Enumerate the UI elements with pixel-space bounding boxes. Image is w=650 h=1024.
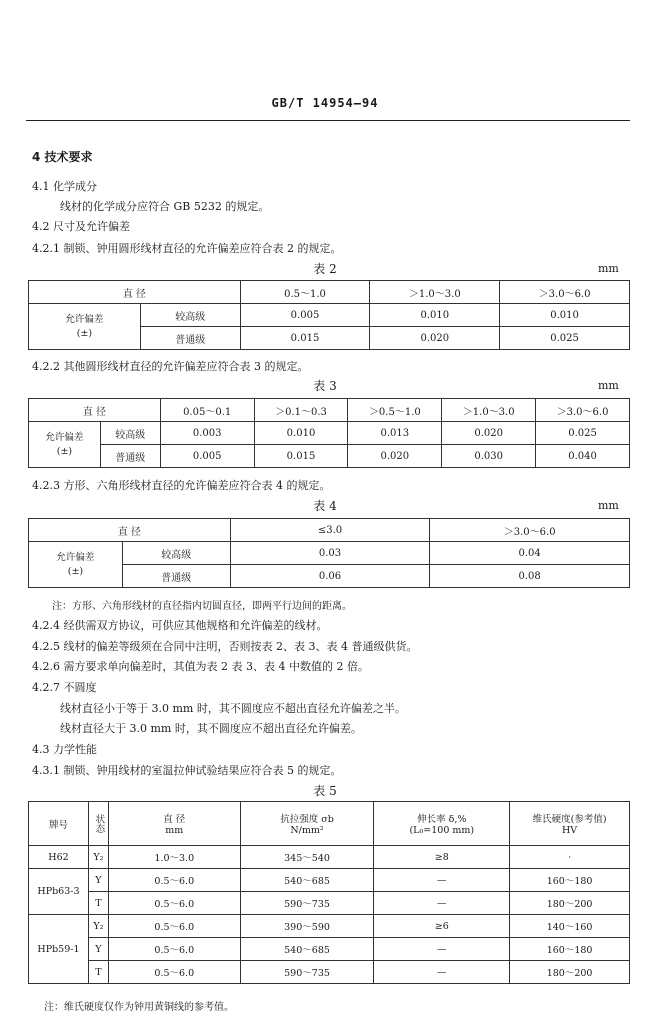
- section-4-2-4-text: 4.2.4 经供需双方协议，可供应其他规格和允许偏差的线材。: [32, 619, 328, 632]
- table4-pm-text: (±): [67, 565, 84, 577]
- table5-note: 注：维氏硬度仅作为钟用黄铜线的参考值。: [44, 1002, 234, 1013]
- table5-header-diameter-label: 直 径: [163, 814, 186, 825]
- table-row: [29, 961, 630, 984]
- table-row: [29, 281, 630, 304]
- table4-caption: 表 4: [313, 499, 337, 513]
- table2-header-diameter: 直 径: [29, 281, 241, 304]
- table3-range-4: ＞3.0～6.0: [536, 399, 630, 422]
- table3-tolerance-label: [29, 422, 101, 468]
- table-cell: 0.5～6.0: [108, 869, 240, 892]
- table-row: [29, 938, 630, 961]
- table2-range-2: ＞3.0～6.0: [500, 281, 630, 304]
- table-cell: 0.010: [500, 304, 630, 327]
- table-cell: 160～180: [510, 938, 630, 961]
- table4-tolerance-text: 允许偏差: [56, 551, 95, 563]
- table5-header-elongation-unit: (L₀=100 mm): [409, 825, 475, 836]
- table5-grade: H62: [29, 846, 89, 869]
- table-cell: 0.08: [430, 565, 630, 588]
- table-cell: 180～200: [510, 892, 630, 915]
- table-cell: ≥6: [374, 915, 510, 938]
- table3-range-1: ＞0.1～0.3: [254, 399, 348, 422]
- table3-caption: 表 3: [313, 379, 337, 393]
- table-row: [29, 304, 630, 327]
- table-row: [29, 445, 630, 468]
- table5-header-grade: 牌号: [29, 802, 89, 846]
- table4-note: 注：方形、六角形线材的直径指内切圆直径，即两平行边间的距离。: [52, 601, 352, 612]
- table5-state: Y₂: [88, 846, 108, 869]
- section-4-2-1-text: 4.2.1 制锁、钟用圆形线材直径的允许偏差应符合表 2 的规定。: [32, 242, 342, 255]
- section-4-1-text: 线材的化学成分应符合 GB 5232 的规定。: [60, 200, 270, 213]
- section-4-2-5-text: 4.2.5 线材的偏差等级须在合同中注明，否则按表 2、表 3、表 4 普通级供货。: [32, 640, 418, 653]
- table-cell: 0.040: [536, 445, 630, 468]
- table-cell: ·: [510, 846, 630, 869]
- table5-header-hardness: [510, 802, 630, 846]
- table5-header-diameter: [108, 802, 240, 846]
- table5-grade: HPb59-1: [29, 915, 89, 984]
- section-4-1-heading: 4.1 化学成分: [32, 180, 97, 193]
- table2-caption: 表 2: [313, 262, 337, 276]
- table2-grade-1: 普通级: [140, 327, 240, 350]
- table4-header-diameter: 直 径: [29, 519, 231, 542]
- table2-range-0: 0.5～1.0: [240, 281, 370, 304]
- table2-grade-0: 较高级: [140, 304, 240, 327]
- section-4-2-6-text: 4.2.6 需方要求单向偏差时，其值为表 2 表 3、表 4 中数值的 2 倍。: [32, 660, 369, 673]
- table5-state: T: [88, 961, 108, 984]
- table5-header-tensile: [240, 802, 374, 846]
- table-cell: 180～200: [510, 961, 630, 984]
- table2-range-1: ＞1.0～3.0: [370, 281, 500, 304]
- section-4-3-1-text: 4.3.1 制锁、钟用线材的室温拉伸试验结果应符合表 5 的规定。: [32, 764, 342, 777]
- table4: [28, 518, 630, 588]
- table-row: [29, 519, 630, 542]
- table-cell: 0.025: [536, 422, 630, 445]
- table-cell: 0.013: [348, 422, 442, 445]
- page-header: GB/T 14954—94: [271, 96, 379, 110]
- table-row: [29, 422, 630, 445]
- table-cell: 0.010: [370, 304, 500, 327]
- table-cell: 0.030: [442, 445, 536, 468]
- table-row: [29, 542, 630, 565]
- table-cell: 0.04: [430, 542, 630, 565]
- table-cell: 0.5～6.0: [108, 961, 240, 984]
- table-row: [29, 892, 630, 915]
- table-cell: 0.005: [160, 445, 254, 468]
- table-cell: 0.015: [240, 327, 370, 350]
- table5-header-tensile-unit: N/mm²: [290, 825, 324, 836]
- table-cell: —: [374, 892, 510, 915]
- table-cell: ≥8: [374, 846, 510, 869]
- table-row: [29, 399, 630, 422]
- table3-grade-0: 较高级: [100, 422, 160, 445]
- section-4-2-7-text-a: 线材直径小于等于 3.0 mm 时，其不圆度应不超出直径允许偏差之半。: [60, 702, 406, 715]
- table-cell: 0.06: [230, 565, 430, 588]
- table-cell: 0.025: [500, 327, 630, 350]
- table5-header-elongation-label: 伸长率 δ,%: [417, 814, 467, 825]
- table-cell: 0.010: [254, 422, 348, 445]
- table-cell: —: [374, 961, 510, 984]
- table-cell: —: [374, 869, 510, 892]
- table5-header-state: 状态: [88, 802, 108, 846]
- section-4-3-heading: 4.3 力学性能: [32, 743, 97, 756]
- table3-tolerance-text: 允许偏差: [45, 431, 84, 443]
- table3-unit: mm: [598, 379, 619, 392]
- table-row: [29, 869, 630, 892]
- table-row: [29, 846, 630, 869]
- section-4-2-7-heading: 4.2.7 不圆度: [32, 681, 97, 694]
- table-cell: 540～685: [240, 938, 374, 961]
- table5-grade: HPb63-3: [29, 869, 89, 915]
- header-rule: [26, 120, 630, 121]
- table5-state: Y: [88, 869, 108, 892]
- section-4-2-3-text: 4.2.3 方形、六角形线材直径的允许偏差应符合表 4 的规定。: [32, 479, 331, 492]
- table2-tolerance-label: [29, 304, 141, 350]
- table3-grade-1: 普通级: [100, 445, 160, 468]
- table2-pm-text: (±): [76, 327, 93, 339]
- table4-grade-0: 较高级: [122, 542, 230, 565]
- table4-range-1: ＞3.0～6.0: [430, 519, 630, 542]
- table-cell: 345～540: [240, 846, 374, 869]
- table-cell: 390～590: [240, 915, 374, 938]
- table3-range-0: 0.05～0.1: [160, 399, 254, 422]
- section-4-2-2-text: 4.2.2 其他圆形线材直径的允许偏差应符合表 3 的规定。: [32, 360, 309, 373]
- section-4-2-heading: 4.2 尺寸及允许偏差: [32, 220, 130, 233]
- table4-unit: mm: [598, 499, 619, 512]
- table-cell: 0.03: [230, 542, 430, 565]
- table5-header-elongation: [374, 802, 510, 846]
- table3-range-2: ＞0.5～1.0: [348, 399, 442, 422]
- table-cell: 0.020: [348, 445, 442, 468]
- table-cell: 590～735: [240, 961, 374, 984]
- table-cell: 0.015: [254, 445, 348, 468]
- table-cell: 160～180: [510, 869, 630, 892]
- table-cell: —: [374, 938, 510, 961]
- table-cell: 0.020: [370, 327, 500, 350]
- section-4-2-7-text-b: 线材直径大于 3.0 mm 时，其不圆度应不超出直径允许偏差。: [60, 722, 362, 735]
- section-4-heading: 4 技术要求: [32, 150, 93, 164]
- table-cell: 0.005: [240, 304, 370, 327]
- table2-unit: mm: [598, 262, 619, 275]
- table2: [28, 280, 630, 350]
- table-cell: 0.5～6.0: [108, 892, 240, 915]
- table5-state: T: [88, 892, 108, 915]
- table3-header-diameter: 直 径: [29, 399, 161, 422]
- table-cell: 0.003: [160, 422, 254, 445]
- table-row: [29, 915, 630, 938]
- table-cell: 590～735: [240, 892, 374, 915]
- table-cell: 0.020: [442, 422, 536, 445]
- table5-header-hardness-label: 维氏硬度(参考值): [532, 814, 607, 825]
- table5-header-tensile-label: 抗拉强度 σb: [280, 814, 334, 825]
- table5-caption: 表 5: [313, 784, 337, 798]
- table-cell: 140～160: [510, 915, 630, 938]
- table2-tolerance-text: 允许偏差: [65, 313, 104, 325]
- table5: [28, 801, 630, 984]
- table-cell: 0.5～6.0: [108, 938, 240, 961]
- table4-range-0: ≤3.0: [230, 519, 430, 542]
- table-cell: 0.5～6.0: [108, 915, 240, 938]
- table3-range-3: ＞1.0～3.0: [442, 399, 536, 422]
- table3: [28, 398, 630, 468]
- table5-header-diameter-unit: mm: [165, 825, 184, 836]
- table3-pm-text: (±): [56, 445, 73, 457]
- table4-tolerance-label: [29, 542, 123, 588]
- table-row: [29, 802, 630, 846]
- table5-state: Y: [88, 938, 108, 961]
- table-cell: 540～685: [240, 869, 374, 892]
- table5-state: Y₂: [88, 915, 108, 938]
- table4-grade-1: 普通级: [122, 565, 230, 588]
- table-cell: 1.0～3.0: [108, 846, 240, 869]
- table5-header-hardness-unit: HV: [562, 825, 578, 836]
